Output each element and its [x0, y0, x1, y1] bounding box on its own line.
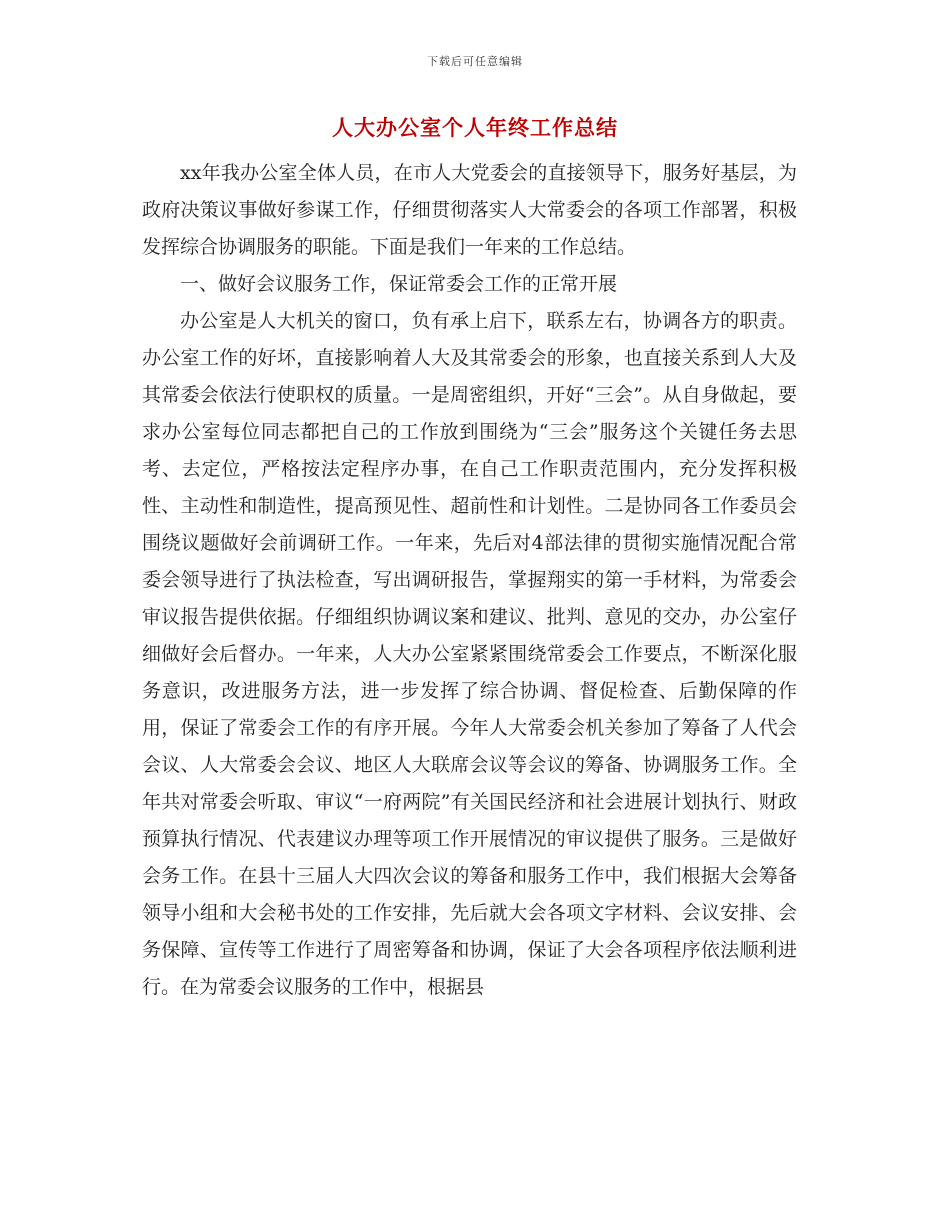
- paragraph-intro: xx年我办公室全体人员，在市人大党委会的直接领导下，服务好基层，为政府决策议事做好参谋工作，仔细贯彻落实人大常委会的各项工作部署，积极发挥综合协调服务的职能。下面是我们一年来的工作总结。: [142, 162, 797, 258]
- document-title: 人大办公室个人年终工作总结: [332, 116, 618, 140]
- section-heading-1: 一、做好会议服务工作，保证常委会工作的正常开展: [180, 273, 618, 295]
- document-body: [142, 155, 797, 1006]
- paragraph-section-1: 办公室是人大机关的窗口，负有承上启下，联系左右，协调各方的职责。办公室工作的好坏，直接影响着人大及其常委会的形象，也直接关系到人大及其常委会依法行使职权的质量。一是周密组织，开好“三会”。从自身做起，要求办公室每位同志都把自己的工作放到围绕为“三会”服务这个关键任务去思考、去定位，严格按法定程序办事，在自己工作职责范围内，充分发挥积极性、主动性和制造性，提高预见性、超前性和计划性。二是协同各工作委员会围绕议题做好会前调研工作。一年来，先后对4部法律的贯彻实施情况配合常委会领导进行了执法检查，写出调研报告，掌握翔实的第一手材料，为常委会审议报告提供依据。仔细组织协调议案和建议、批判、意见的交办，办公室仔细做好会后督办。一年来，人大办公室紧紧围绕常委会工作要点，不断深化服务意识，改进服务方法，进一步发挥了综合协调、督促检查、后勤保障的作用，保证了常委会工作的有序开展。今年人大常委会机关参加了筹备了人代会会议、人大常委会会议、地区人大联席会议等会议的筹备、协调服务工作。全年共对常委会听取、审议“一府两院”有关国民经济和社会进展计划执行、财政预算执行情况、代表建议办理等项工作开展情况的审议提供了服务。三是做好会务工作。在县十三届人大四次会议的筹备和服务工作中，我们根据大会筹备领导小组和大会秘书处的工作安排，先后就大会各项文字材料、会议安排、会务保障、宣传等工作进行了周密筹备和协调，保证了大会各项程序依法顺利进行。在为常委会议服务的工作中，根据县: [142, 310, 797, 998]
- header-note: 下载后可任意编辑: [427, 55, 523, 68]
